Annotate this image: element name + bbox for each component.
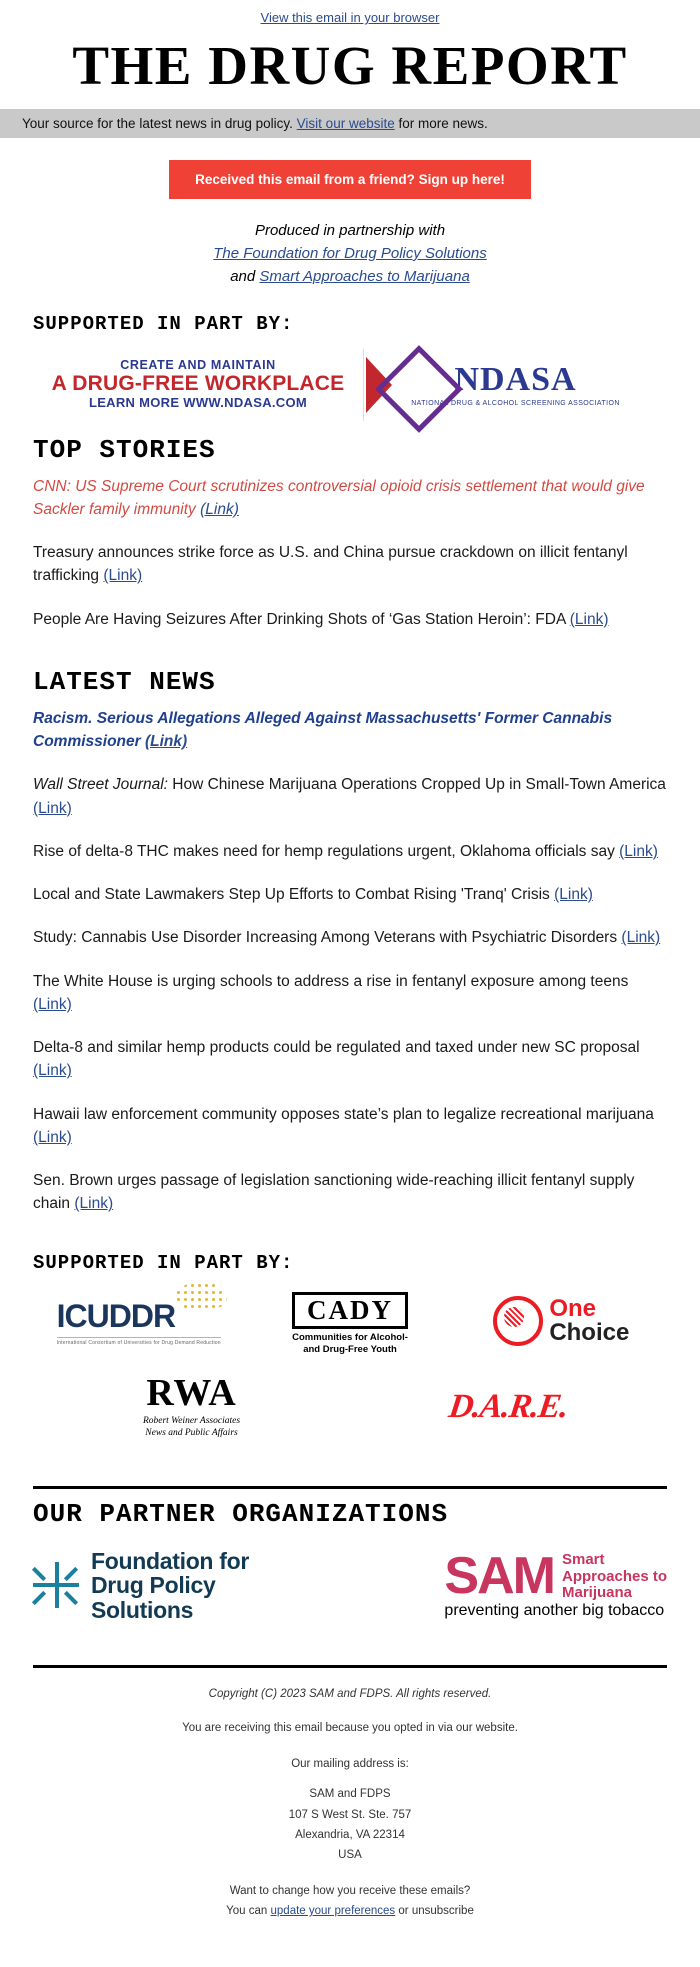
one-choice-line1: One (549, 1295, 596, 1323)
tagline-before: Your source for the latest news in drug policy. (22, 115, 293, 131)
sponsor-one-choice[interactable] (456, 1296, 667, 1351)
sam-line2: Approaches to (561, 1567, 667, 1585)
story-link[interactable]: (Link) (619, 842, 658, 860)
list-item (33, 840, 670, 863)
rwa-tagline-line1: Robert Weiner Associates (142, 1415, 241, 1426)
partnership-block (0, 213, 700, 303)
story-text: Local and State Lawmakers Step Up Efforts to Combat Rising 'Tranq' Crisis (33, 886, 550, 903)
ndasa-brand: NDASA (454, 360, 577, 398)
partner-fdps[interactable] (33, 1549, 249, 1623)
sponsor-logo-grid (0, 1280, 700, 1464)
ndasa-subtitle: NATIONAL DRUG & ALCOHOL SCREENING ASSOCIATION (411, 399, 620, 407)
story-link[interactable]: (Link) (33, 799, 72, 817)
address-title: Our mailing address is: (291, 1758, 409, 1771)
ndasa-logo (363, 349, 667, 421)
sponsor-rwa[interactable] (33, 1371, 350, 1440)
view-in-browser-link[interactable]: View this email in your browser (260, 10, 440, 25)
story-text: People Are Having Seizures After Drinking Shots of ‘Gas Station Heroin’: FDA (33, 610, 566, 628)
top-stories-list (0, 471, 700, 657)
story-text: Delta-8 and similar hemp products could be regulated and taxed under new SC proposal (33, 1039, 640, 1056)
address-line: Alexandria, VA 22314 (295, 1828, 405, 1841)
story-text: Hawaii law enforcement community opposes state’s plan to legalize recreational marijuana (33, 1105, 654, 1123)
list-item (33, 475, 670, 522)
icuddr-tagline: International Consortium of Universities for Drug Demand Reduction (56, 1340, 221, 1347)
footer (0, 1668, 700, 1967)
story-link[interactable]: (Link) (33, 1062, 72, 1080)
sam-tagline: preventing another big tobacco (444, 1601, 665, 1619)
sam-acronym: SAM (444, 1547, 554, 1606)
story-link[interactable]: (Link) (569, 610, 609, 628)
sam-line1: Smart (561, 1551, 605, 1569)
story-link[interactable]: (Link) (200, 500, 239, 518)
address-line: USA (338, 1848, 362, 1861)
sponsor-heading-1: SUPPORTED IN PART BY: (33, 312, 294, 335)
tagline-after: for more news. (398, 115, 488, 131)
story-link[interactable]: (Link) (621, 929, 661, 947)
sponsor-cady[interactable] (244, 1292, 455, 1356)
sponsor-logo-row (33, 1292, 667, 1356)
latest-news-heading: LATEST NEWS (33, 666, 216, 697)
story-text: The White House is urging schools to address a rise in fentanyl exposure among teens (33, 972, 629, 990)
story-link[interactable]: (Link) (33, 1128, 72, 1146)
rwa-tagline-line2: News and Public Affairs (145, 1428, 238, 1439)
list-item (33, 608, 670, 631)
preheader (0, 0, 700, 31)
icuddr-wordmark: ICUDDR (56, 1298, 176, 1335)
fdps-line1: Foundation for (91, 1547, 250, 1574)
sponsor-dare[interactable] (350, 1388, 667, 1426)
prefs-or: or (398, 1905, 409, 1918)
opt-in-text: You are receiving this email because you opted in via our website. (182, 1722, 518, 1735)
story-link[interactable]: (Link) (74, 1195, 114, 1213)
ndasa-line3: LEARN MORE WWW.NDASA.COM (88, 395, 308, 411)
tagline-bar (0, 109, 700, 138)
masthead (0, 31, 700, 109)
fdps-link[interactable]: The Foundation for Drug Policy Solutions (213, 245, 487, 262)
page-title: THE DRUG REPORT (72, 35, 628, 96)
list-item (33, 1103, 670, 1150)
story-text: Sen. Brown urges passage of legislation sanctioning wide-reaching illicit fentanyl supply chain (33, 1172, 635, 1213)
divider (57, 1337, 221, 1338)
top-stories-heading: TOP STORIES (33, 434, 216, 465)
story-text: Racism. Serious Allegations Alleged Against Massachusetts' Former Cannabis Commissioner (33, 709, 613, 750)
rwa-tagline (33, 1415, 350, 1440)
list-item (33, 1169, 670, 1216)
fdps-line3: Solutions (91, 1597, 194, 1624)
dare-wordmark: D.A.R.E. (446, 1387, 571, 1425)
address-line: SAM and FDPS (309, 1788, 391, 1801)
sam-link[interactable]: Smart Approaches to Marijuana (259, 268, 470, 286)
fdps-line2: Drug Policy (91, 1572, 216, 1599)
dot-sphere-icon (175, 1282, 227, 1312)
story-link[interactable]: (Link) (554, 886, 593, 903)
copyright-text: Copyright (C) 2023 SAM and FDPS. All rights reserved. (208, 1688, 492, 1701)
story-source: Wall Street Journal: (33, 776, 168, 794)
update-preferences-link[interactable]: update your preferences (270, 1905, 396, 1918)
sam-wordmark (562, 1552, 667, 1602)
visit-website-link[interactable]: Visit our website (296, 115, 395, 131)
brain-circle-icon (493, 1296, 543, 1346)
cady-wordmark: CADY (292, 1292, 408, 1330)
prefs-question: Want to change how you receive these emails? (229, 1884, 471, 1897)
partnership-and: and (230, 268, 256, 286)
latest-news-list (0, 703, 700, 1242)
signup-button-wrap (0, 138, 700, 213)
story-link[interactable]: (Link) (103, 567, 143, 585)
address-line: 107 S West St. Ste. 757 (288, 1808, 412, 1821)
signup-button[interactable]: Received this email from a friend? Sign up here! (169, 160, 531, 199)
sponsor-icuddr[interactable] (33, 1298, 244, 1349)
prefs-prefix: You can (226, 1905, 268, 1918)
list-item (33, 926, 670, 949)
list-item (33, 541, 670, 588)
rwa-wordmark: RWA (146, 1371, 237, 1414)
story-text: CNN: US Supreme Court scrutinizes controversial opioid crisis settlement that would give Sackler family immunity (33, 477, 645, 518)
sponsor-heading-2: SUPPORTED IN PART BY: (33, 1251, 294, 1274)
unsubscribe-link[interactable]: unsubscribe (411, 1905, 474, 1918)
story-text: Rise of delta-8 THC makes need for hemp regulations urgent, Oklahoma officials say (33, 842, 615, 860)
ndasa-ad-copy (33, 358, 363, 411)
list-item (33, 707, 670, 754)
ndasa-line2: A DRUG-FREE WORKPLACE (51, 372, 345, 396)
sam-line3: Marijuana (561, 1584, 633, 1602)
fdps-wordmark (91, 1549, 249, 1623)
story-link[interactable]: (Link) (144, 733, 188, 750)
fdps-mark-icon (33, 1562, 81, 1610)
partnership-line1: Produced in partnership with (254, 221, 446, 239)
cady-tagline-line1: Communities for Alcohol- (292, 1332, 408, 1344)
story-link[interactable]: (Link) (33, 995, 72, 1013)
partner-logo-row (0, 1535, 700, 1643)
partner-orgs-heading: OUR PARTNER ORGANIZATIONS (33, 1498, 449, 1529)
list-item (33, 883, 670, 906)
ndasa-line1: CREATE AND MAINTAIN (120, 357, 276, 372)
cady-tagline (244, 1332, 455, 1356)
ndasa-ad-banner[interactable] (33, 349, 667, 421)
story-text: Study: Cannabis Use Disorder Increasing Among Veterans with Psychiatric Disorders (33, 929, 618, 947)
story-text: Treasury announces strike force as U.S. and China pursue crackdown on illicit fentanyl trafficking (33, 544, 628, 585)
partner-sam[interactable] (444, 1547, 667, 1620)
one-choice-line2: Choice (549, 1319, 630, 1347)
list-item (33, 1036, 670, 1083)
sponsor-logo-row (33, 1371, 667, 1440)
list-item (33, 773, 670, 820)
cady-tagline-line2: and Drug-Free Youth (303, 1344, 397, 1356)
list-item (33, 970, 670, 1017)
story-text: How Chinese Marijuana Operations Cropped Up in Small-Town America (172, 776, 666, 794)
